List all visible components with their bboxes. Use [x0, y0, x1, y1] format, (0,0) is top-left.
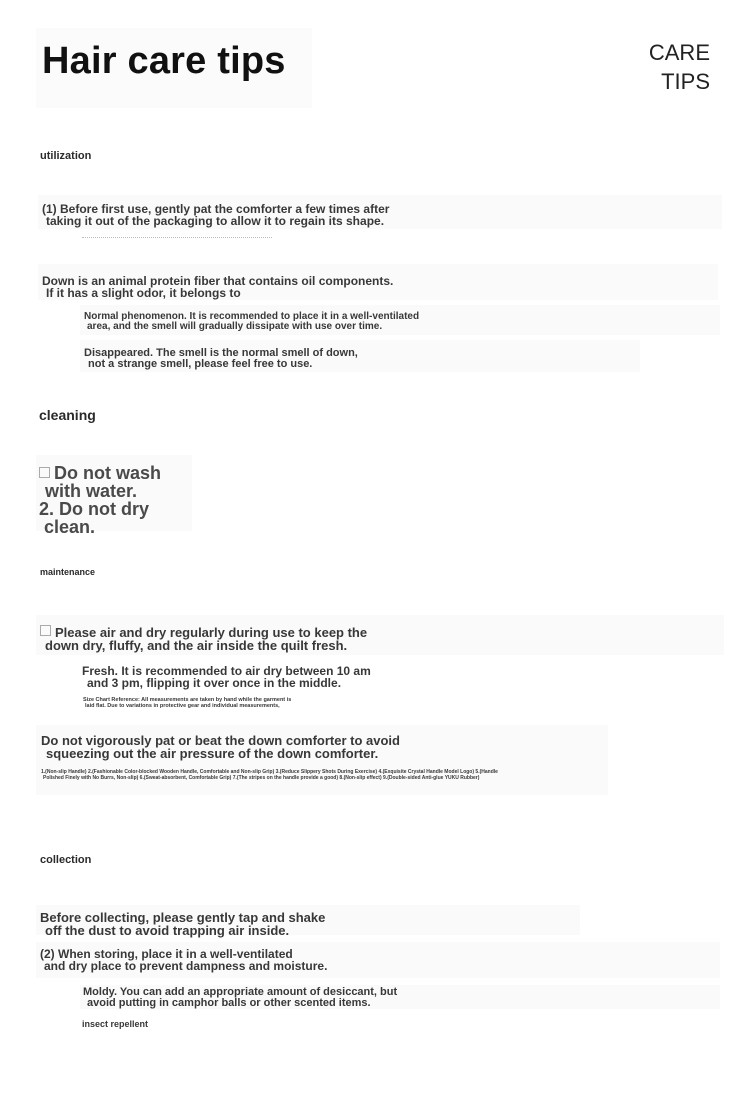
checkbox-icon — [40, 625, 51, 636]
collection-item-1-line2: off the dust to avoid trapping air inside. — [45, 923, 290, 938]
feature-list-note-line1: 1.(Non-slip Handle) 2.(Fashionable Color-blocked Wooden Handle, Comfortable and Non-slip Grip) 3.(Reduce Slippery Shots During Exercise) 4.(Exquisite Crystal Handle Model Logo) 5.(Handle — [41, 769, 498, 775]
collection-sub-1-line2: avoid putting in camphor balls or other scented items. — [87, 997, 371, 1009]
collection-item-2-line1: (2) When storing, place it in a well-ventilated — [40, 947, 293, 961]
utilization-sub-2-line2: not a strange smell, please feel free to use. — [88, 358, 313, 370]
collection-item-2-line2: and dry place to prevent dampness and moisture. — [44, 959, 328, 973]
section-heading-collection: collection — [40, 854, 92, 866]
section-heading-maintenance: maintenance — [40, 567, 96, 577]
maintenance-item-1-line1: Please air and dry regularly during use to keep the — [55, 625, 368, 640]
feature-list-note — [41, 769, 498, 781]
collection-sub-1 — [83, 987, 397, 1009]
collection-item-1-line1: Before collecting, please gently tap and shake — [40, 910, 326, 925]
checkbox-icon — [39, 467, 50, 478]
utilization-sub-1 — [84, 312, 419, 332]
page-title: Hair care tips — [42, 40, 286, 82]
utilization-item-2 — [42, 275, 393, 299]
section-heading-cleaning: cleaning — [39, 407, 96, 423]
maintenance-item-2 — [41, 734, 400, 760]
section-heading-utilization: utilization — [40, 150, 92, 162]
utilization-sub-2-line1: Disappeared. The smell is the normal smell of down, — [84, 347, 358, 359]
cleaning-item-1-line2: with water. — [45, 481, 138, 501]
utilization-item-2-line2: If it has a slight odor, it belongs to — [46, 286, 241, 300]
utilization-sub-1-line2: area, and the smell will gradually dissipate with use over time. — [87, 321, 383, 332]
utilization-item-1 — [42, 203, 389, 227]
utilization-item-1-line1: (1) Before first use, gently pat the comforter a few times after — [42, 202, 390, 216]
size-chart-note — [83, 697, 291, 709]
maintenance-item-2-line1: Do not vigorously pat or beat the down comforter to avoid — [41, 733, 400, 748]
utilization-item-2-line1: Down is an animal protein fiber that contains oil components. — [42, 274, 394, 288]
corner-label — [649, 38, 710, 96]
maintenance-sub-1-line1: Fresh. It is recommended to air dry between 10 am — [82, 664, 371, 678]
maintenance-sub-1 — [82, 665, 371, 689]
feature-list-note-line2: Polished Finely with No Burrs, Non-slip) 6.(Sweat-absorbent, Comfortable Grip) 7.(The stripes on the handle provide a good) 8.(Non-slip effect) 9.(Double-sided Anti-glue YUKU Rubber) — [43, 775, 480, 781]
divider — [82, 237, 272, 238]
cleaning-item-1 — [39, 464, 161, 500]
collection-sub-2: insect repellent — [82, 1019, 149, 1029]
corner-label-line2: TIPS — [661, 69, 710, 94]
utilization-sub-2 — [84, 348, 358, 370]
cleaning-item-2-line1: 2. Do not dry — [39, 499, 150, 519]
collection-item-2 — [40, 948, 327, 972]
corner-label-line1: CARE — [648, 40, 710, 65]
size-chart-note-line2: laid flat. Due to variations in protective gear and individual measurements, — [85, 703, 280, 709]
maintenance-item-1 — [40, 625, 367, 652]
maintenance-item-1-line2: down dry, fluffy, and the air inside the quilt fresh. — [45, 638, 348, 653]
maintenance-item-2-line2: squeezing out the air pressure of the down comforter. — [46, 746, 379, 761]
maintenance-sub-1-line2: and 3 pm, flipping it over once in the middle. — [87, 676, 342, 690]
cleaning-item-1-line1: Do not wash — [54, 463, 161, 483]
collection-item-1 — [40, 911, 325, 937]
utilization-item-1-line2: taking it out of the packaging to allow it to regain its shape. — [46, 214, 385, 228]
cleaning-item-2-line2: clean. — [44, 517, 96, 537]
utilization-sub-1-line1: Normal phenomenon. It is recommended to place it in a well-ventilated — [84, 311, 420, 322]
cleaning-item-2 — [39, 500, 149, 536]
size-chart-note-line1: Size Chart Reference: All measurements are taken by hand while the garment is — [83, 697, 292, 703]
collection-sub-1-line1: Moldy. You can add an appropriate amount of desiccant, but — [83, 986, 398, 998]
